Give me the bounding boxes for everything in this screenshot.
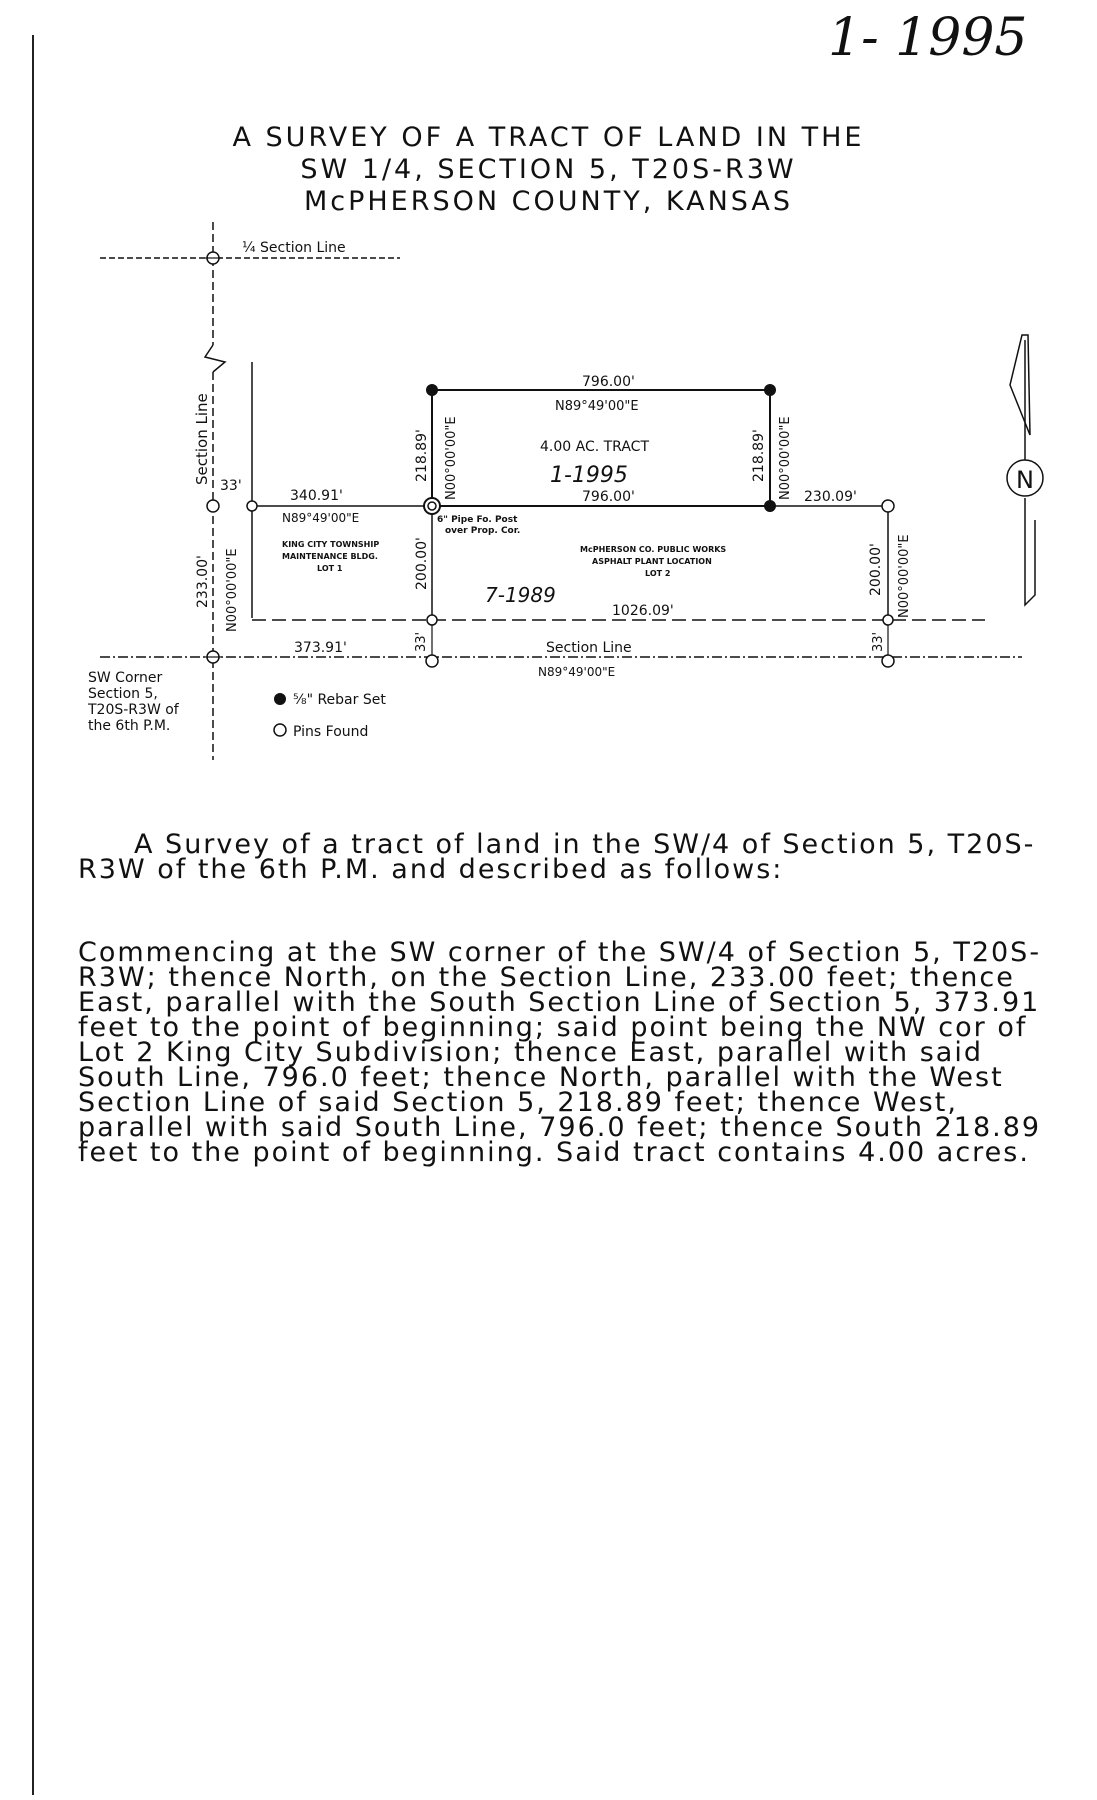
- legend-pins-label: Pins Found: [293, 724, 369, 740]
- south-offset-mid: 33': [414, 631, 429, 652]
- handwritten-note-top: 1- 1995: [828, 8, 1028, 68]
- lot1-label-1: KING CITY TOWNSHIP: [282, 540, 380, 549]
- pin-found-east: [882, 500, 894, 512]
- lot2-handnote: 7-1989: [485, 583, 556, 607]
- pipe-note-2: over Prop. Cor.: [445, 526, 521, 536]
- title-line-1: A SURVEY OF A TRACT OF LAND IN THE: [232, 122, 865, 153]
- north-arrow-upper: [1010, 335, 1030, 435]
- east-line-dist: 200.00': [868, 543, 884, 596]
- tract-north-bearing: N89°49'00"E: [555, 399, 639, 414]
- rebar-set-ne: [764, 384, 776, 396]
- description-intro: A Survey of a tract of land in the SW/4 of Section 5, T20S-R3W of the 6th P.M. and described as follows:: [78, 829, 1036, 885]
- south-bearing: N89°49'00"E: [538, 665, 616, 679]
- west-bearing-label: N00°00'00"E: [225, 548, 240, 632]
- north-arrow-lower: [1025, 498, 1035, 605]
- legend-rebar-icon: [274, 693, 286, 705]
- rebar-set-nw: [426, 384, 438, 396]
- south-offset-east: 33': [871, 631, 886, 652]
- tract-north-dist: 796.00': [582, 374, 635, 390]
- west-offset-label: 33': [220, 478, 242, 494]
- quarter-section-line-label: ¼ Section Line: [242, 240, 346, 256]
- title-line-3: McPHERSON COUNTY, KANSAS: [303, 186, 794, 217]
- tract-handnote: 1-1995: [550, 463, 628, 488]
- pipe-note-1: 6" Pipe Fo. Post: [437, 515, 518, 525]
- south-lot-dist: 1026.09': [612, 603, 674, 619]
- corner-label-4: the 6th P.M.: [88, 718, 171, 734]
- tract-east-dist: 218.89': [751, 429, 767, 482]
- lot1-label-3: LOT 1: [317, 564, 343, 573]
- tract-east-bearing: N00°00'00"E: [778, 416, 793, 500]
- legend-rebar-label: ⅝" Rebar Set: [293, 692, 386, 708]
- pin-found-south-east: [882, 655, 894, 667]
- survey-plat: [0, 0, 1097, 800]
- south-section-line-label: Section Line: [546, 640, 632, 656]
- lot2-label-2: ASPHALT PLANT LOCATION: [592, 557, 712, 566]
- pipe-post-inner: [428, 502, 436, 510]
- lot1-label-2: MAINTENANCE BLDG.: [282, 552, 378, 561]
- corner-label-2: Section 5,: [88, 686, 158, 702]
- corner-label-3: T20S-R3W of: [88, 702, 179, 718]
- east-dist: 230.09': [804, 489, 857, 505]
- pin-found-lot1: [247, 501, 257, 511]
- break-symbol: [205, 345, 225, 372]
- tract-south-dist: 796.00': [582, 489, 635, 505]
- lot2-label-3: LOT 2: [645, 569, 671, 578]
- west-dist-label: 233.00': [195, 555, 211, 608]
- sw-dist: 373.91': [294, 640, 347, 656]
- east-line-bearing: N00°00'00"E: [897, 534, 912, 618]
- pin-found-west: [207, 500, 219, 512]
- tract-label: 4.00 AC. TRACT: [540, 439, 649, 455]
- pin-found-south-mid: [426, 655, 438, 667]
- title-line-2: SW 1/4, SECTION 5, T20S-R3W: [300, 154, 797, 185]
- west-section-line-label: Section Line: [193, 393, 211, 485]
- mid-line-dist: 200.00': [414, 537, 430, 590]
- rebar-set-se: [764, 500, 776, 512]
- tract-west-bearing: N00°00'00"E: [444, 416, 459, 500]
- corner-label-1: SW Corner: [88, 670, 163, 686]
- pin-found-east-south: [883, 615, 893, 625]
- description-body: Commencing at the SW corner of the SW/4 of Section 5, T20S-R3W; thence North, on the Section Line, 233.00 feet; thence East, parallel with the South Section Line of Section 5, 373.91 feet to the point of beginning; said point being the NW cor of Lot 2 King City Subdivision; thence East, parallel with said South Line, 796.0 feet; thence North, parallel with the West Section Line of said Section 5, 218.89 feet; thence West, parallel with said South Line, 796.0 feet; thence South 218.89 feet to the point of beginning. Said tract contains 4.00 acres.: [78, 937, 1042, 1168]
- north-arrow-label: N: [1016, 466, 1034, 494]
- lot1-north-dist: 340.91': [290, 488, 343, 504]
- lot1-north-bearing: N89°49'00"E: [282, 511, 360, 525]
- legend-pin-icon: [274, 724, 286, 736]
- lot2-label-1: McPHERSON CO. PUBLIC WORKS: [580, 545, 727, 554]
- tract-west-dist: 218.89': [414, 429, 430, 482]
- pin-found-lot-south: [427, 615, 437, 625]
